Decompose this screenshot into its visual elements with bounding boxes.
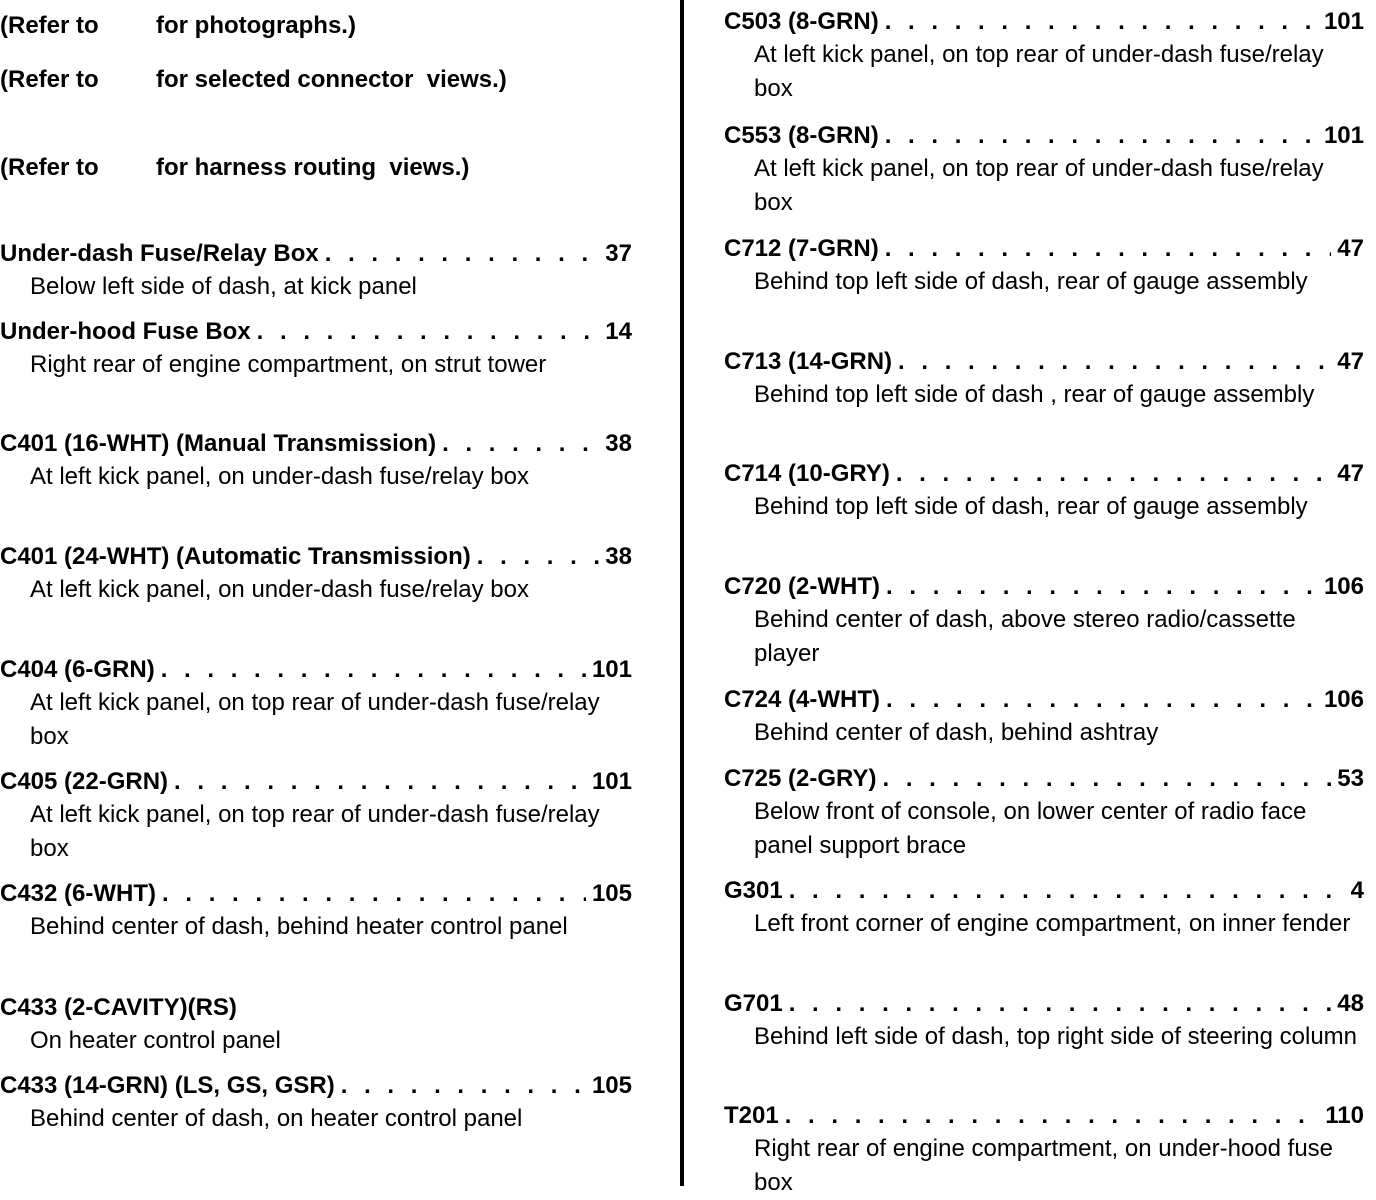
list-item bbox=[0, 240, 632, 304]
component-name: C725 (2-GRY) bbox=[724, 765, 877, 792]
list-item bbox=[0, 880, 632, 944]
dot-leader bbox=[885, 235, 1332, 263]
refer-prefix: (Refer to bbox=[0, 12, 99, 39]
page-number: 106 bbox=[1323, 686, 1364, 713]
refer-prefix: (Refer to bbox=[0, 66, 99, 93]
page-number: 47 bbox=[1337, 460, 1364, 487]
refer-connector-views bbox=[0, 66, 507, 94]
component-name: C712 (7-GRN) bbox=[724, 235, 879, 262]
location-description: Behind center of dash, above stereo radio/cassette player bbox=[754, 606, 1296, 667]
component-name: C724 (4-WHT) bbox=[724, 686, 881, 713]
list-item bbox=[724, 8, 1364, 106]
location-description: Behind top left side of dash, rear of gauge assembly bbox=[754, 268, 1308, 295]
list-item bbox=[724, 348, 1364, 412]
page-number: 101 bbox=[1323, 8, 1364, 35]
component-name: G301 bbox=[724, 877, 783, 904]
dot-leader bbox=[341, 1072, 586, 1100]
dot-leader bbox=[789, 990, 1332, 1018]
list-item bbox=[0, 768, 632, 866]
location-description: Below left side of dash, at kick panel bbox=[30, 273, 417, 300]
location-description: Below front of console, on lower center of radio face panel support brace bbox=[754, 798, 1307, 859]
page-number: 105 bbox=[591, 880, 632, 907]
component-name: C714 (10-GRY) bbox=[724, 460, 890, 487]
location-description: At left kick panel, on top rear of under-dash fuse/relay box bbox=[30, 689, 600, 750]
refer-suffix: for harness routing views.) bbox=[156, 154, 470, 181]
component-name: T201 bbox=[724, 1102, 779, 1129]
page-number: 47 bbox=[1337, 348, 1364, 375]
list-item bbox=[0, 318, 632, 382]
list-item bbox=[0, 994, 632, 1058]
location-description: Right rear of engine compartment, on under-hood fuse box bbox=[754, 1135, 1334, 1196]
page-number: 101 bbox=[591, 656, 632, 683]
location-description: At left kick panel, on top rear of under-dash fuse/relay box bbox=[754, 41, 1324, 102]
location-description: At left kick panel, on top rear of under-dash fuse/relay box bbox=[30, 801, 600, 862]
page-number: 14 bbox=[605, 318, 632, 345]
component-name: C433 (2-CAVITY)(RS) bbox=[0, 994, 237, 1021]
list-item bbox=[724, 877, 1364, 941]
list-item bbox=[724, 122, 1364, 220]
component-name: Under-dash Fuse/Relay Box bbox=[0, 240, 319, 267]
refer-prefix: (Refer to bbox=[0, 154, 99, 181]
list-item bbox=[0, 656, 632, 754]
page-number: 38 bbox=[605, 430, 632, 457]
dot-leader bbox=[257, 318, 600, 346]
dot-leader bbox=[896, 460, 1331, 488]
refer-harness-routing bbox=[0, 154, 469, 182]
page-number: 53 bbox=[1337, 765, 1364, 792]
location-description: Behind top left side of dash, rear of gauge assembly bbox=[754, 493, 1308, 520]
component-name: C405 (22-GRN) bbox=[0, 768, 169, 795]
list-item bbox=[724, 990, 1364, 1054]
location-description: Right rear of engine compartment, on strut tower bbox=[30, 351, 547, 378]
list-item bbox=[0, 430, 632, 494]
refer-photographs bbox=[0, 12, 356, 40]
page-number: 47 bbox=[1337, 235, 1364, 262]
dot-leader bbox=[789, 877, 1345, 905]
component-name: C401 (16-WHT) (Manual Transmission) bbox=[0, 430, 437, 457]
dot-leader bbox=[886, 573, 1318, 601]
page-number: 106 bbox=[1323, 573, 1364, 600]
dot-leader bbox=[477, 543, 600, 571]
dot-leader bbox=[442, 430, 599, 458]
page-number: 38 bbox=[605, 543, 632, 570]
location-description: At left kick panel, on under-dash fuse/relay box bbox=[30, 463, 529, 490]
refer-suffix: for photographs.) bbox=[156, 12, 356, 39]
dot-leader bbox=[162, 880, 586, 908]
page-number: 37 bbox=[605, 240, 632, 267]
dot-leader bbox=[882, 765, 1331, 793]
column-divider bbox=[680, 0, 684, 1186]
list-item bbox=[0, 543, 632, 607]
page-number: 105 bbox=[591, 1072, 632, 1099]
location-description: Behind top left side of dash , rear of gauge assembly bbox=[754, 381, 1315, 408]
component-name: C553 (8-GRN) bbox=[724, 122, 879, 149]
location-description: At left kick panel, on top rear of under-dash fuse/relay box bbox=[754, 155, 1324, 216]
page-number: 101 bbox=[1323, 122, 1364, 149]
component-name: C401 (24-WHT) (Automatic Transmission) bbox=[0, 543, 471, 570]
dot-leader bbox=[885, 8, 1318, 36]
refer-suffix: for selected connector views.) bbox=[156, 66, 507, 93]
dot-leader bbox=[785, 1102, 1320, 1130]
location-description: Behind center of dash, behind heater control panel bbox=[30, 913, 568, 940]
location-description: On heater control panel bbox=[30, 1027, 281, 1054]
list-item bbox=[724, 686, 1364, 750]
dot-leader bbox=[898, 348, 1331, 376]
list-item bbox=[724, 1102, 1364, 1200]
list-item bbox=[724, 235, 1364, 299]
component-name: C713 (14-GRN) bbox=[724, 348, 893, 375]
component-name: C433 (14-GRN) (LS, GS, GSR) bbox=[0, 1072, 335, 1099]
page-number: 48 bbox=[1337, 990, 1364, 1017]
list-item bbox=[724, 573, 1364, 671]
dot-leader bbox=[885, 122, 1318, 150]
page-number: 4 bbox=[1350, 877, 1364, 904]
location-description: Behind left side of dash, top right side of steering column bbox=[754, 1023, 1358, 1050]
component-name: Under-hood Fuse Box bbox=[0, 318, 251, 345]
location-description: At left kick panel, on under-dash fuse/relay box bbox=[30, 576, 529, 603]
list-item bbox=[724, 765, 1364, 863]
dot-leader bbox=[161, 656, 586, 684]
location-description: Behind center of dash, behind ashtray bbox=[754, 719, 1159, 746]
dot-leader bbox=[325, 240, 600, 268]
component-name: C503 (8-GRN) bbox=[724, 8, 879, 35]
component-name: C720 (2-WHT) bbox=[724, 573, 881, 600]
component-name: G701 bbox=[724, 990, 783, 1017]
dot-leader bbox=[174, 768, 586, 796]
component-name: C404 (6-GRN) bbox=[0, 656, 155, 683]
list-item bbox=[724, 460, 1364, 524]
page-number: 101 bbox=[591, 768, 632, 795]
list-item bbox=[0, 1072, 632, 1136]
location-description: Left front corner of engine compartment, on inner fender bbox=[754, 910, 1351, 937]
dot-leader bbox=[886, 686, 1318, 714]
location-description: Behind center of dash, on heater control panel bbox=[30, 1105, 523, 1132]
component-name: C432 (6-WHT) bbox=[0, 880, 157, 907]
page-number: 110 bbox=[1325, 1102, 1364, 1129]
